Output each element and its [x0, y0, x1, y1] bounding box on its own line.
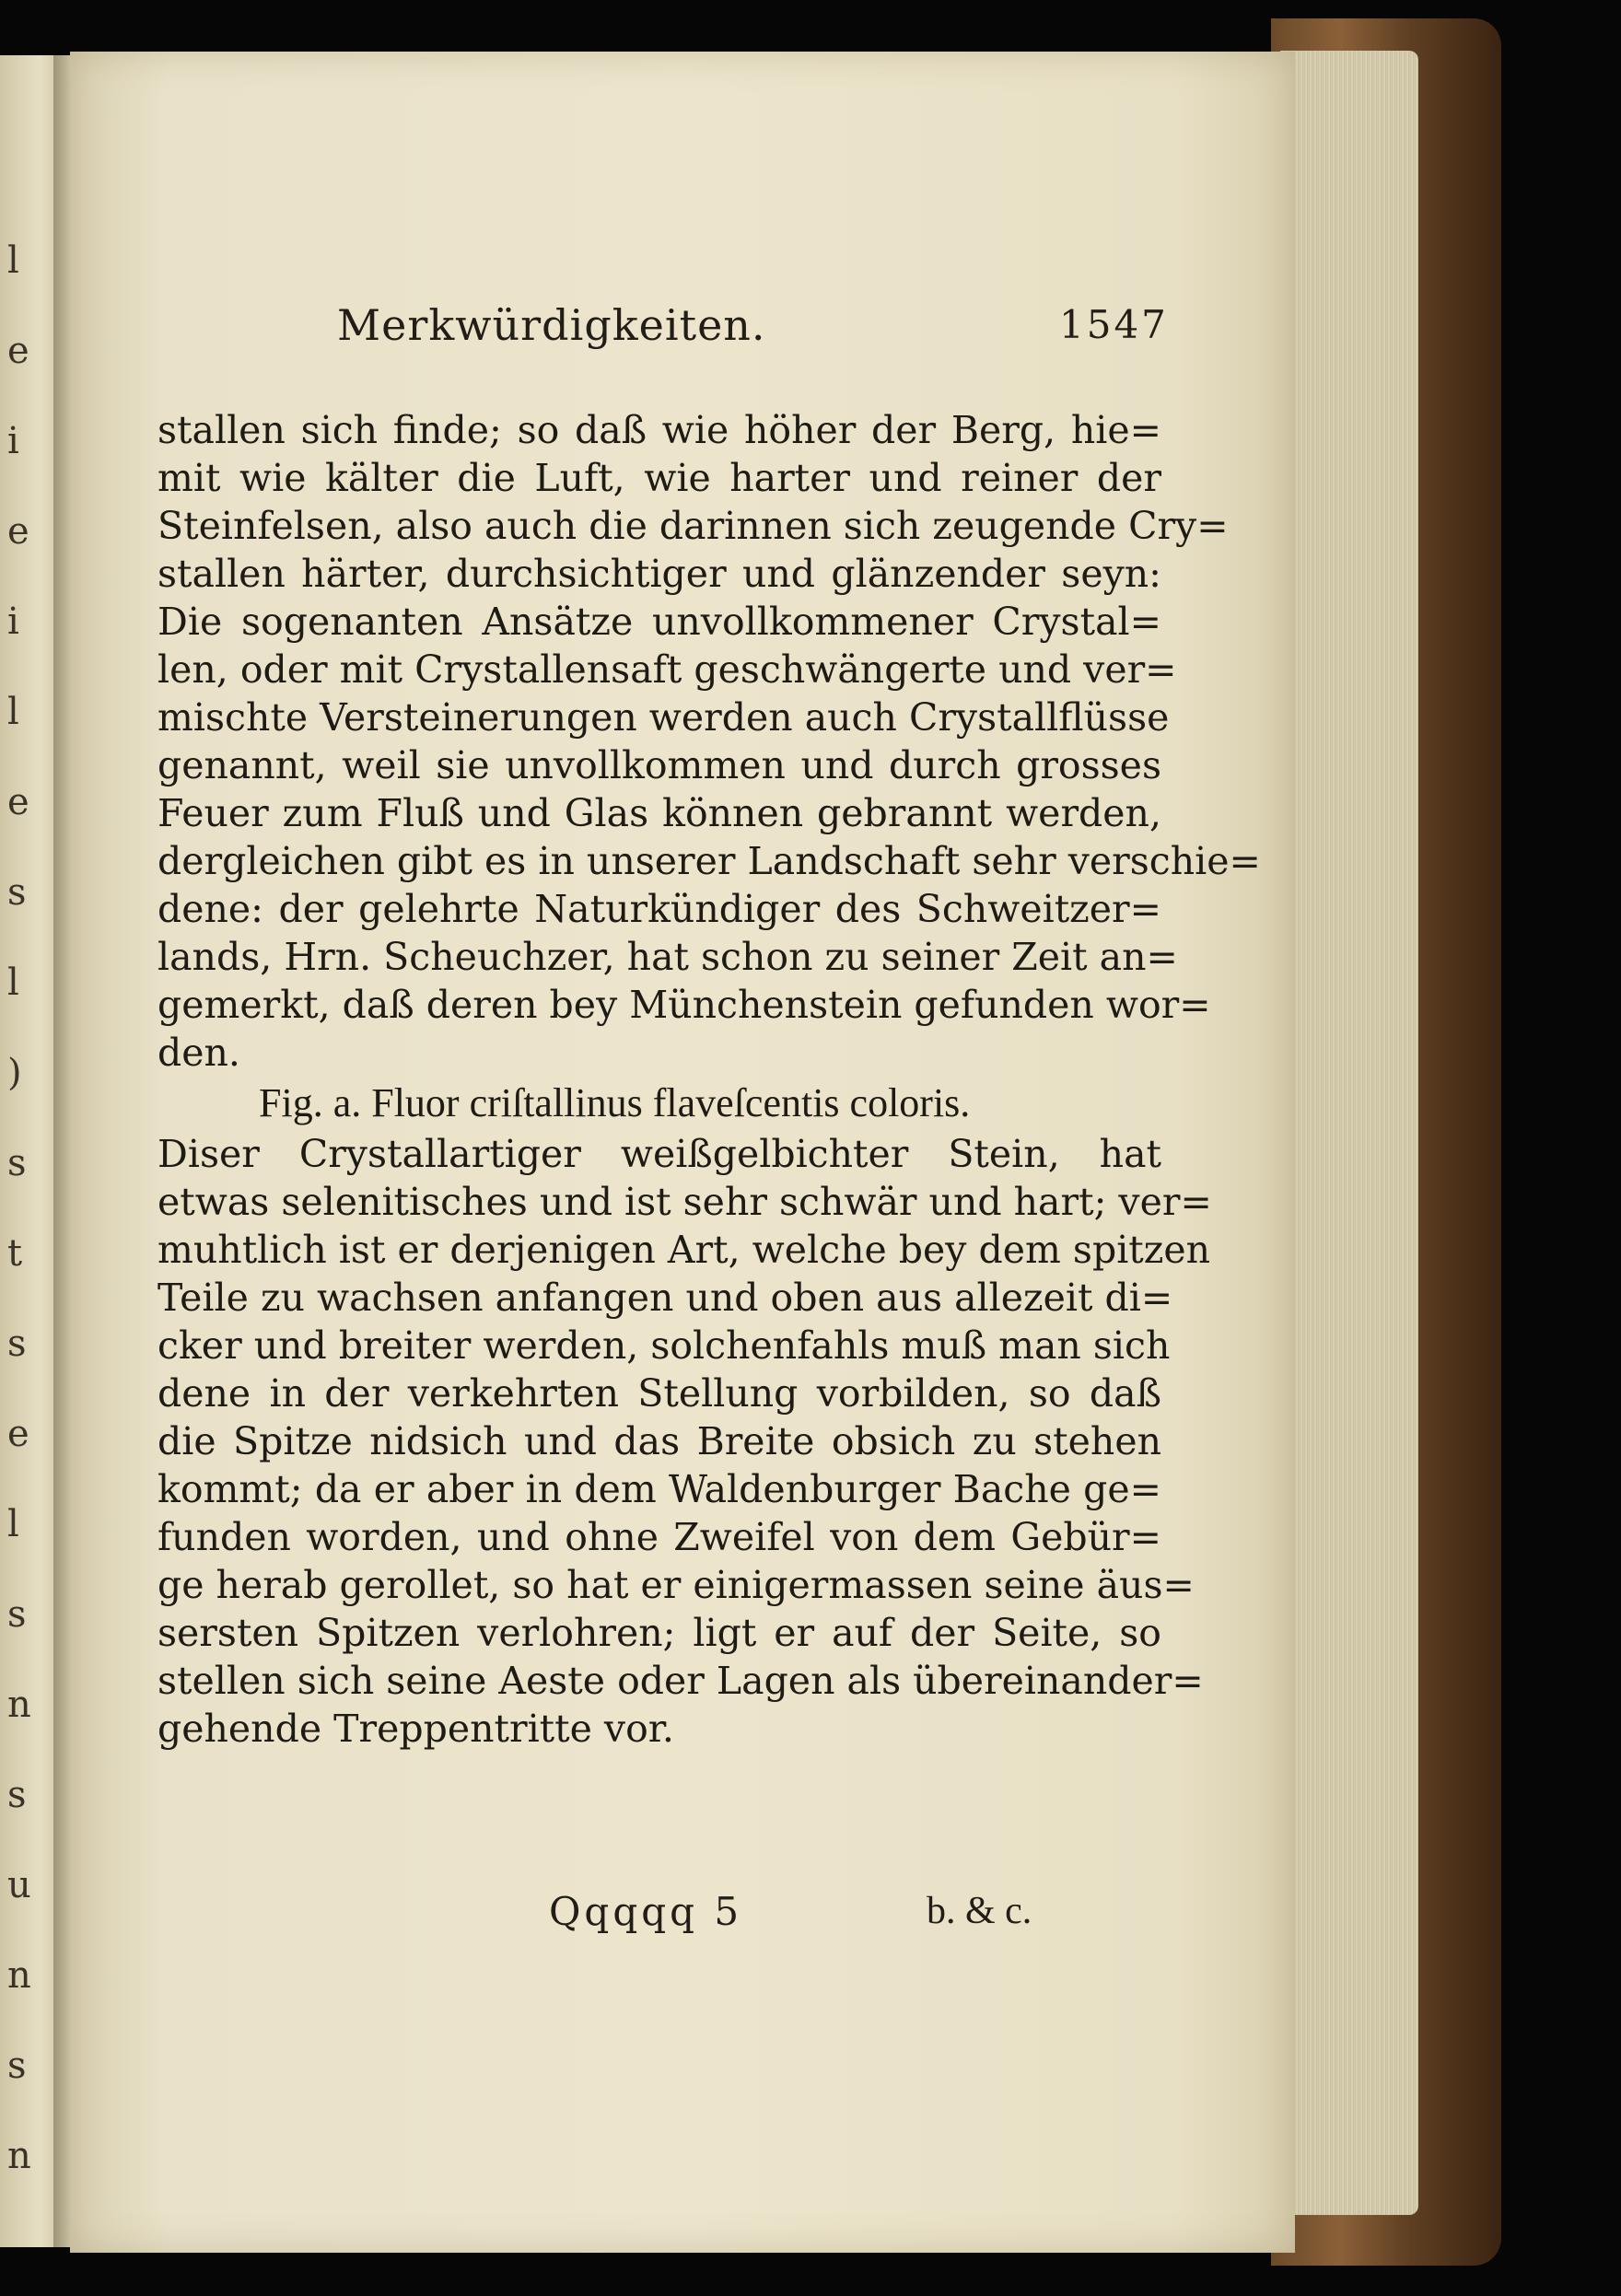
left-page-edge [0, 55, 57, 2247]
text-line: Diser Crystallartiger weißgelbichter Stein, hat [157, 1132, 1161, 1176]
margin-fragment: l [7, 239, 19, 282]
running-head: Merkwürdigkeiten. [337, 300, 766, 350]
text-line: len, oder mit Crystallensaft geschwängerte und ver= [157, 647, 1177, 692]
text-line: Steinfelsen, also auch die darinnen sich zeugende Cry= [157, 504, 1229, 548]
signature-mark: Qqqqq 5 [549, 1889, 743, 1934]
text-line: den. [157, 1031, 240, 1075]
text-line: ge herab gerollet, so hat er einigermassen seine äus= [157, 1563, 1195, 1607]
margin-fragment: i [7, 600, 19, 643]
margin-fragment: s [7, 1774, 27, 1816]
margin-fragment: u [7, 1864, 31, 1906]
margin-fragment: s [7, 1323, 27, 1365]
text-line: muhtlich ist er derjenigen Art, welche bey dem spitzen [157, 1228, 1211, 1272]
page-number: 1547 [1059, 302, 1169, 347]
page-header [70, 300, 1295, 355]
text-line: cker und breiter werden, solchenfahls muß man sich [157, 1323, 1171, 1368]
margin-fragment: l [7, 1503, 19, 1545]
text-line: kommt; da er aber in dem Waldenburger Bache ge= [157, 1467, 1161, 1511]
margin-fragment: s [7, 871, 27, 914]
text-line: stallen härter, durchsichtiger und glänzender seyn: [157, 552, 1161, 596]
text-line: stellen sich seine Aeste oder Lagen als übereinander= [157, 1659, 1204, 1703]
text-line: dene: der gelehrte Naturkündiger des Schweitzer= [157, 887, 1161, 931]
text-line: mit wie kälter die Luft, wie harter und reiner der [157, 456, 1161, 500]
margin-fragment: e [7, 1413, 29, 1455]
text-line: funden worden, und ohne Zweifel von dem Gebür= [157, 1515, 1161, 1559]
text-line: die Spitze nidsich und das Breite obsich zu stehen [157, 1419, 1161, 1463]
margin-fragment: s [7, 1593, 27, 1636]
text-line: stallen sich finde; so daß wie höher der Berg, hie= [157, 408, 1161, 452]
text-line: dene in der verkehrten Stellung vorbilden, so daß [157, 1371, 1161, 1416]
text-line: gehende Treppentritte vor. [157, 1707, 674, 1751]
margin-fragment: n [7, 2135, 31, 2177]
text-line: sersten Spitzen verlohren; ligt er auf der Seite, so [157, 1611, 1161, 1655]
margin-fragment: l [7, 691, 19, 733]
paragraph-block-1 [157, 406, 1261, 1077]
text-line: genannt, weil sie unvollkommen und durch grosses [157, 743, 1161, 787]
margin-fragment: ) [7, 1052, 22, 1094]
margin-fragment: n [7, 1684, 31, 1726]
book-page [70, 52, 1295, 2253]
paragraph-block-2 [157, 1130, 1212, 1753]
page-text [157, 406, 1261, 1753]
text-line: Teile zu wachsen anfangen und oben aus allezeit di= [157, 1276, 1173, 1320]
margin-fragment: s [7, 2045, 27, 2087]
text-line: gemerkt, daß deren bey Münchenstein gefunden wor= [157, 983, 1211, 1027]
text-line: Feuer zum Fluß und Glas können gebrannt werden, [157, 791, 1161, 835]
margin-fragment: e [7, 330, 29, 372]
margin-fragment: n [7, 1954, 31, 1997]
margin-fragment: e [7, 510, 29, 553]
margin-fragment: i [7, 420, 19, 462]
page-edges [1280, 51, 1418, 2215]
catchword: b. & c. [927, 1890, 1032, 1932]
margin-fragment: l [7, 962, 19, 1004]
text-line: lands, Hrn. Scheuchzer, hat schon zu seiner Zeit an= [157, 935, 1178, 979]
margin-fragment: e [7, 781, 29, 823]
page-footer [70, 1889, 1295, 1944]
text-line: etwas selenitisches und ist sehr schwär und hart; ver= [157, 1180, 1212, 1224]
text-line: Die sogenanten Ansätze unvollkommener Crystal= [157, 600, 1161, 644]
margin-fragment: t [7, 1232, 23, 1275]
margin-fragment: s [7, 1142, 27, 1184]
text-line: mischte Versteinerungen werden auch Crystallflüsse [157, 695, 1170, 740]
text-line: dergleichen gibt es in unserer Landschaft sehr verschie= [157, 839, 1261, 883]
figure-caption: Fig. a. Fluor criſtallinus flaveſcentis coloris. [259, 1080, 971, 1125]
